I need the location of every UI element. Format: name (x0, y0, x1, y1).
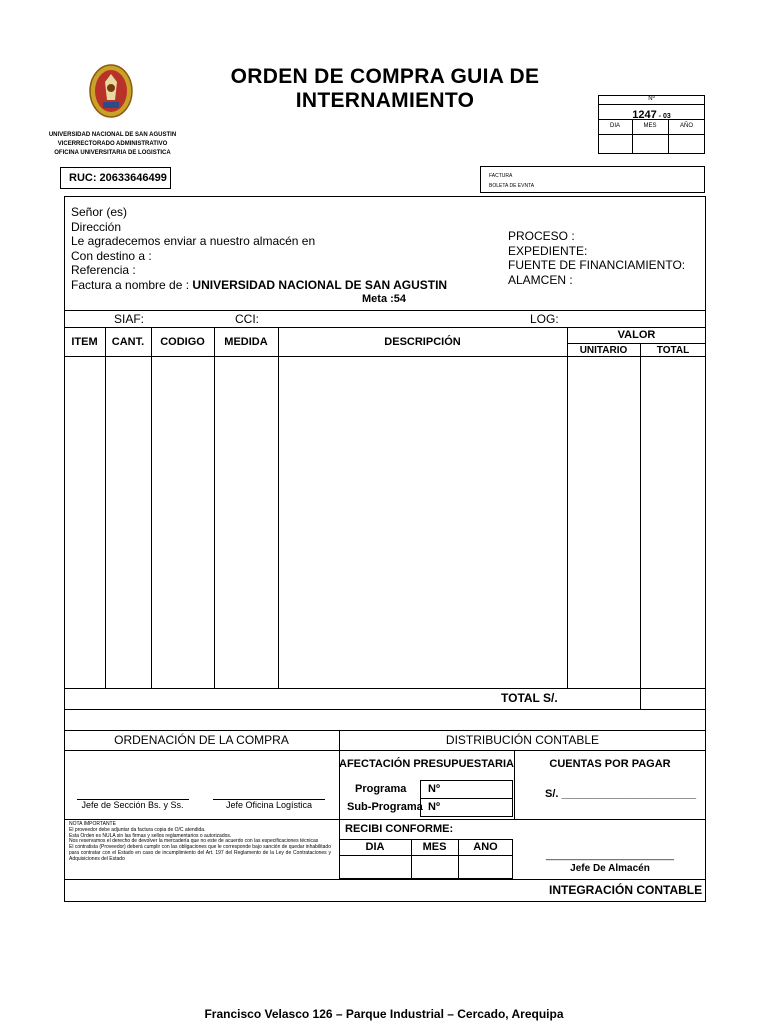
meta-label: Meta :54 (362, 293, 407, 305)
unitario-header: UNITARIO (579, 345, 628, 356)
seal-icon (89, 64, 133, 118)
recibi-title: RECIBI CONFORME: (345, 823, 454, 835)
item-header: ITEM (71, 336, 98, 348)
boleta-label: BOLETA DE EVNTA (489, 183, 535, 189)
ruc-box: RUC: 20633646499 (60, 167, 171, 189)
descripcion-header: DESCRIPCIÓN (384, 336, 461, 348)
order-dia-label: DIA (609, 123, 620, 129)
factura-box (480, 166, 705, 193)
recibi-mes: MES (422, 841, 447, 853)
medida-header: MEDIDA (224, 336, 268, 348)
siaf-label: SIAF: (114, 312, 145, 326)
process-block (508, 229, 703, 287)
order-number-value: 1247 (632, 109, 657, 121)
nota-line: El contratista (Proveedor) deberá cumplir con las obligaciones que le corresponde bajo sanción de quedar inhabilitado para contratar con el Estado en caso de incumplimiento del Art. 197 del Reglamento de la Ley de Contrataciones y Adquisiciones del Estado (69, 844, 331, 862)
cci-label: CCI: (235, 312, 259, 326)
expediente-label: EXPEDIENTE: (508, 243, 588, 258)
order-anio-label: AÑO (679, 123, 693, 129)
factura-prefix: Factura a nombre de : (71, 277, 193, 292)
subprograma-no: Nº (428, 801, 440, 813)
agradecemos-text: Le agradecemos enviar a nuestro almacén en (71, 234, 316, 248)
total-header: TOTAL (656, 345, 690, 356)
order-number (598, 105, 705, 123)
university-line: VICERRECTORADO ADMINISTRATIVO (57, 141, 168, 147)
recibi-dia: DIA (365, 841, 385, 853)
almacen-sign-line: _______________________ (546, 850, 674, 861)
almacen-label: ALAMCEN : (508, 272, 573, 287)
footer-address: Francisco Velasco 126 – Parque Industrial – Cercado, Arequipa (204, 1007, 564, 1021)
recipient-block (71, 205, 491, 292)
nota-line: Nos reservamos el derecho de devolver la mercadería que no este de acuerdo con las especificaciones técnicas (69, 838, 319, 845)
signature-jefe-seccion: Jefe de Sección Bs. y Ss. (81, 800, 184, 810)
nota-line: Esta Orden es NULA sin las firmas y sellos reglamentarios o autorizados. (69, 832, 232, 839)
fuente-label: FUENTE DE FINANCIAMIENTO: (508, 258, 686, 272)
codigo-header: CODIGO (160, 336, 205, 348)
valor-header: VALOR (617, 329, 656, 341)
factura-nombre (71, 278, 491, 293)
integracion-contable: INTEGRACIÓN CONTABLE (549, 883, 703, 897)
destino-label: Con destino a : (71, 248, 152, 263)
university-line: OFICINA UNIVERSITARIA DE LOGISTICA (54, 150, 171, 156)
proceso-label: PROCESO : (508, 229, 575, 243)
jefe-almacen-label: Jefe De Almacén (570, 863, 650, 874)
ordenacion-title: ORDENACIÓN DE LA COMPRA (114, 733, 289, 747)
cuentas-title: CUENTAS POR PAGAR (549, 758, 671, 770)
nota-line: El proveedor debe adjuntar da factura copia de O/C atendida. (69, 826, 206, 833)
nota-importante (69, 822, 331, 863)
factura-name: UNIVERSIDAD NACIONAL DE SAN AGUSTIN (192, 277, 448, 292)
page-title: ORDEN DE COMPRA GUIA DE INTERNAMIENTO (230, 65, 540, 112)
direccion-label: Dirección (71, 219, 122, 234)
programa-no: Nº (428, 783, 440, 795)
cuentas-si-line: S/. ______________________ (545, 788, 697, 800)
nota-title: NOTA IMPORTANTE (69, 821, 116, 827)
university-line: UNIVERSIDAD NACIONAL DE SAN AGUSTIN (48, 132, 177, 138)
signature-jefe-logistica: Jefe Oficina Logística (225, 800, 313, 810)
referencia-label: Referencia : (71, 263, 136, 277)
afectacion-title: AFECTACIÓN PRESUPUESTARIA (339, 758, 514, 770)
senor-label: Señor (es) (71, 205, 128, 219)
factura-label: FACTURA (489, 173, 513, 179)
order-no-label: Nº (648, 96, 655, 102)
programa-label: Programa (355, 783, 407, 795)
items-body[interactable] (65, 357, 705, 687)
log-label: LOG: (530, 312, 559, 326)
order-number-suffix: - 03 (656, 113, 671, 120)
subprograma-label: Sub-Programa (347, 801, 423, 813)
university-seal (89, 64, 133, 118)
university-name (40, 131, 185, 158)
cant-header: CANT. (111, 336, 145, 348)
distribucion-title: DISTRIBUCIÓN CONTABLE (445, 733, 600, 747)
order-mes-label: MES (643, 123, 657, 129)
recibi-ano: ANO (473, 841, 498, 853)
total-si-label: TOTAL S/. (501, 691, 558, 705)
